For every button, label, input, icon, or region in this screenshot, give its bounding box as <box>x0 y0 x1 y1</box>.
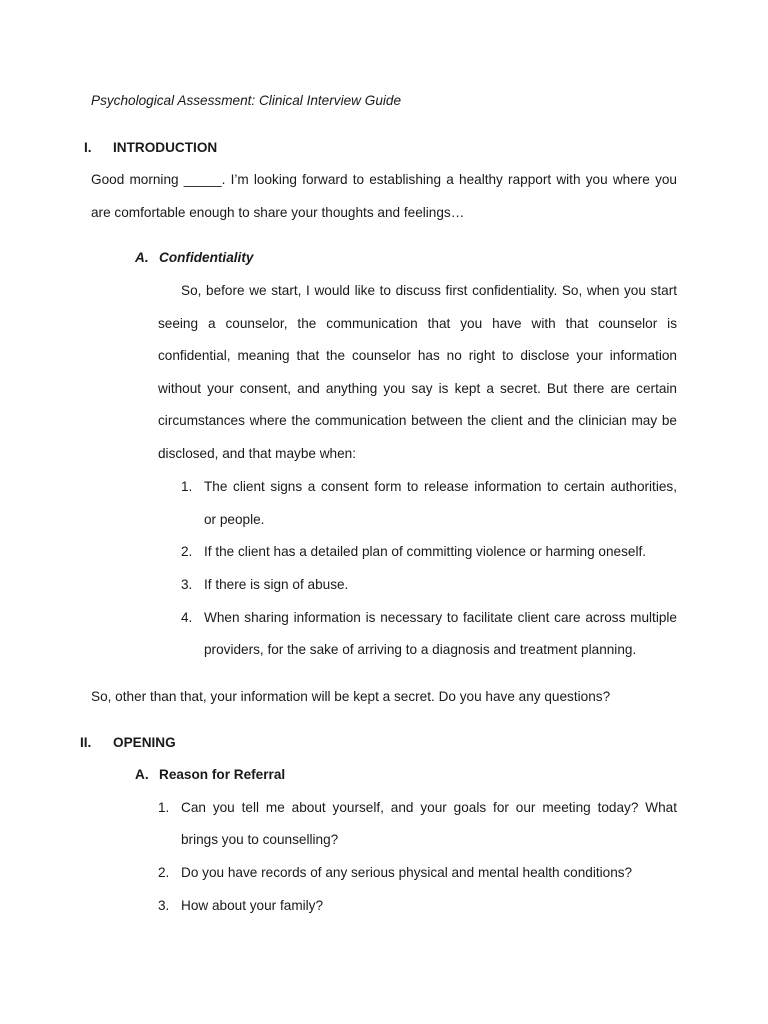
section-numeral-opening: II. <box>80 735 92 750</box>
confidentiality-line-5: circumstances where the communication between the client and the clinician may be <box>158 413 677 428</box>
subsection-letter-referral: A. <box>135 767 149 782</box>
confidentiality-line-2: seeing a counselor, the communication that you have with that counselor is <box>158 316 677 331</box>
list-item-text: Can you tell me about yourself, and your goals for our meeting today? What <box>181 800 677 815</box>
list-item-text: or people. <box>204 512 265 527</box>
list-item-text: When sharing information is necessary to facilitate client care across multiple <box>204 610 677 625</box>
list-item-number: 4. <box>181 610 193 625</box>
subsection-heading-referral: Reason for Referral <box>159 767 286 782</box>
list-item-text: How about your family? <box>181 898 324 913</box>
list-item-text: If there is sign of abuse. <box>204 577 349 592</box>
subsection-heading-confidentiality: Confidentiality <box>159 250 254 265</box>
list-item-number: 2. <box>181 544 193 559</box>
confidentiality-line-6: disclosed, and that maybe when: <box>158 446 356 461</box>
intro-paragraph-line-2: are comfortable enough to share your thoughts and feelings… <box>91 205 465 220</box>
list-item-text: Do you have records of any serious physical and mental health conditions? <box>181 865 633 880</box>
intro-paragraph-line-1: Good morning _____. I’m looking forward to establishing a healthy rapport with you where you <box>91 172 677 187</box>
list-item-text: The client signs a consent form to release information to certain authorities, <box>204 479 677 494</box>
list-item-number: 1. <box>158 800 170 815</box>
list-item-number: 3. <box>158 898 170 913</box>
list-item-text: If the client has a detailed plan of committing violence or harming oneself. <box>204 544 647 559</box>
list-item-text: providers, for the sake of arriving to a diagnosis and treatment planning. <box>204 642 637 657</box>
confidentiality-line-4: without your consent, and anything you say is kept a secret. But there are certain <box>158 381 677 396</box>
confidentiality-line-3: confidential, meaning that the counselor has no right to disclose your information <box>158 348 677 363</box>
list-item-number: 2. <box>158 865 170 880</box>
intro-closing-question: So, other than that, your information will be kept a secret. Do you have any questions? <box>91 689 611 704</box>
list-item-number: 1. <box>181 479 193 494</box>
confidentiality-line-1: So, before we start, I would like to discuss first confidentiality. So, when you start <box>181 283 677 298</box>
section-heading-opening: OPENING <box>113 735 176 750</box>
section-heading-intro: INTRODUCTION <box>113 140 218 155</box>
subsection-letter-confidentiality: A. <box>135 250 149 265</box>
list-item-text: brings you to counselling? <box>181 832 339 847</box>
section-numeral-intro: I. <box>84 140 92 155</box>
document-title: Psychological Assessment: Clinical Interview Guide <box>91 93 402 108</box>
list-item-number: 3. <box>181 577 193 592</box>
